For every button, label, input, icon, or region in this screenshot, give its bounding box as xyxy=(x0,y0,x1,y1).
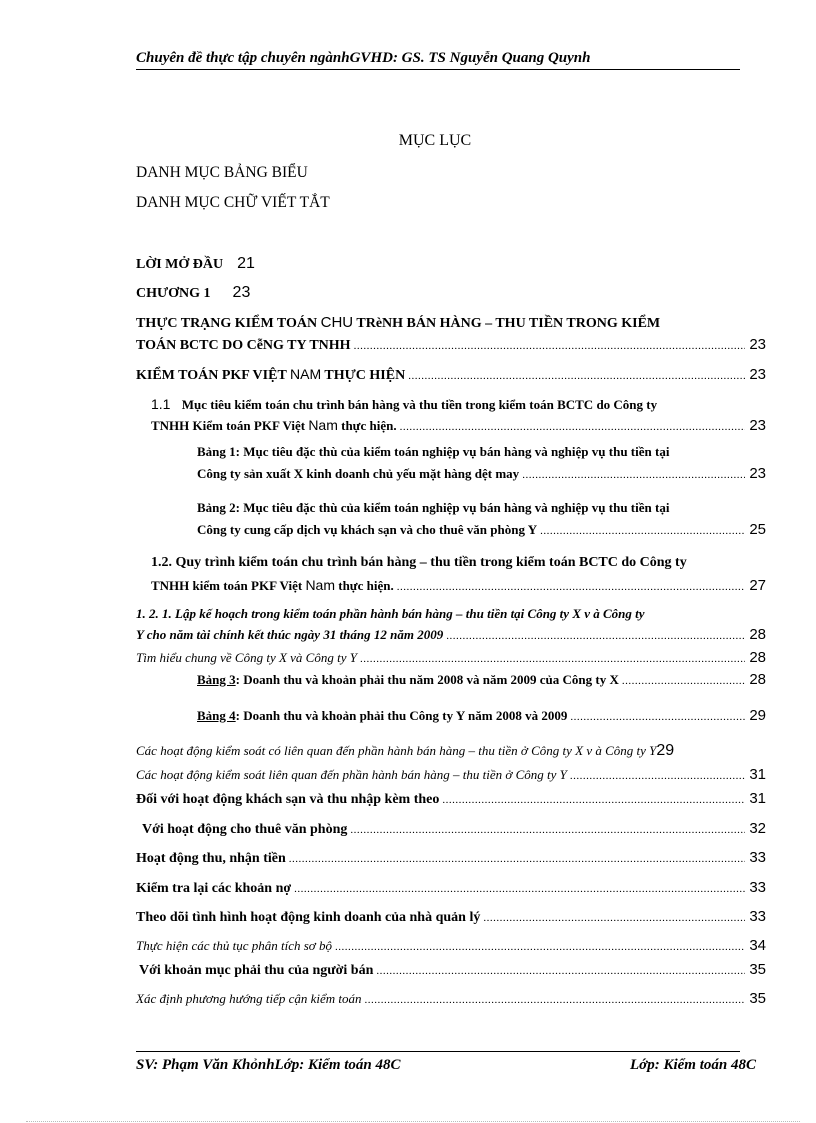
dot-leader xyxy=(335,941,745,953)
toc-entry-label: Đối với hoạt động khách sạn và thu nhập kèm theo xyxy=(136,792,440,807)
toc-entry-label: Bảng 2: Mục tiêu đặc thù của kiểm toán nghiệp vụ bán hàng và nghiệp vụ thu tiền tại xyxy=(197,500,670,515)
toc-entry-table-1-line2[interactable] xyxy=(197,465,766,482)
dot-leader xyxy=(540,525,745,537)
page-bottom-divider xyxy=(26,1121,800,1122)
toc-entry-label: Với khoản mục phải thu của người bán xyxy=(139,963,374,978)
dot-leader xyxy=(294,883,745,895)
toc-entry-label: Mục tiêu kiểm toán chu trình bán hàng và thu tiền trong kiểm toán BCTC do Công ty xyxy=(181,397,658,412)
page-header: Chuyên đề thực tập chuyên ngànhGVHD: GS. TS Nguyễn Quang Quynh xyxy=(136,50,740,70)
toc-entry-page: 35 xyxy=(749,961,766,978)
toc-entry-label: Bảng 1: Mục tiêu đặc thù của kiểm toán nghiệp vụ bán hàng và nghiệp vụ thu tiền tại xyxy=(197,444,670,459)
toc-entry-collections[interactable] xyxy=(136,849,766,867)
dot-leader xyxy=(365,994,746,1006)
toc-entry-1-2-line2[interactable] xyxy=(151,577,766,594)
toc-entry-label: Bảng 3: Doanh thu và khoản phải thu năm 2008 và năm 2009 của Công ty X xyxy=(197,672,619,687)
toc-entry-1-1[interactable] xyxy=(151,396,657,413)
dot-leader xyxy=(442,794,745,806)
dot-leader xyxy=(376,965,745,977)
toc-entry-label: Với hoạt động cho thuê văn phòng xyxy=(142,822,348,837)
toc-entry-page: 23 xyxy=(232,284,251,301)
toc-entry-label: TNHH kiểm toán PKF Việt Nam thực hiện. xyxy=(151,577,394,593)
toc-entry-page: 23 xyxy=(749,417,766,434)
footer-right: Lớp: Kiểm toán 48C xyxy=(630,1057,756,1073)
dot-leader xyxy=(354,340,746,352)
toc-entry-page: 29 xyxy=(656,742,675,759)
toc-entry-label: Bảng 4: Doanh thu và khoản phải thu Công ty Y năm 2008 và 2009 xyxy=(197,708,568,723)
footer-rule xyxy=(136,1051,740,1052)
footer-left: SV: Phạm Văn KhỏnhLớp: Kiểm toán 48C xyxy=(136,1057,401,1073)
toc-entry-preface[interactable] xyxy=(136,255,255,273)
toc-entry-page: 23 xyxy=(749,366,766,383)
toc-entry-label: Hoạt động thu, nhận tiền xyxy=(136,851,286,866)
toc-entry-overview[interactable] xyxy=(136,649,766,666)
dot-leader xyxy=(397,581,746,593)
toc-entry-label: Công ty cung cấp dịch vụ khách sạn và cho thuê văn phòng Y xyxy=(197,522,538,537)
toc-entry-analytics[interactable] xyxy=(136,937,766,954)
toc-entry-monitoring[interactable] xyxy=(136,908,766,926)
dot-leader xyxy=(622,675,745,687)
dot-leader xyxy=(570,711,745,723)
toc-entry-label: 1.2. Quy trình kiểm toán chu trình bán hàng – thu tiền trong kiểm toán BCTC do Công ty xyxy=(151,555,687,570)
toc-entry-label: Các hoạt động kiểm soát có liên quan đến phần hành bán hàng – thu tiền ở Công ty X v à Công ty Y xyxy=(136,743,657,758)
toc-entry-1-1-line2[interactable] xyxy=(151,417,766,434)
toc-entry-label: Xác định phương hướng tiếp cận kiểm toán xyxy=(136,991,362,1006)
dot-leader xyxy=(408,370,745,382)
toc-entry-label: Kiểm tra lại các khoản nợ xyxy=(136,881,292,896)
toc-entry-table-2-line2[interactable] xyxy=(197,521,766,538)
toc-entry-approach[interactable] xyxy=(136,990,766,1007)
toc-entry-page: 34 xyxy=(749,937,766,954)
toc-entry-debt-review[interactable] xyxy=(136,879,766,897)
toc-entry-label: CHƯƠNG 1 xyxy=(136,286,211,301)
toc-entry-label: Thực hiện các thủ tục phân tích sơ bộ xyxy=(136,938,332,953)
toc-entry-1-2-1[interactable] xyxy=(136,606,645,622)
toc-entry-page: 28 xyxy=(749,649,766,666)
toc-entry-page: 23 xyxy=(749,336,766,353)
toc-entry-controls-xy[interactable] xyxy=(136,742,674,760)
toc-entry-page: 23 xyxy=(749,465,766,482)
dot-leader xyxy=(289,853,746,865)
toc-entry-label-part: THỰC TRẠNG KIỂM TOÁN xyxy=(136,316,318,331)
toc-entry-label-part: CHU xyxy=(320,314,354,331)
toc-entry-label-part: TRèNH BÁN HÀNG – THU TIỀN TRONG KIỂM xyxy=(356,316,661,331)
toc-entry-table-4[interactable] xyxy=(197,707,766,724)
toc-entry-pkf[interactable] xyxy=(136,366,766,384)
dot-leader xyxy=(522,469,745,481)
toc-entry-hotel[interactable] xyxy=(136,790,766,808)
toc-entry-page: 21 xyxy=(237,255,255,272)
page-title: MỤC LỤC xyxy=(398,132,472,149)
toc-entry-office-rental[interactable] xyxy=(142,820,766,838)
list-of-tables-heading: DANH MỤC BẢNG BIỂU xyxy=(136,164,308,181)
toc-entry-label: TOÁN BCTC DO CễNG TY TNHH xyxy=(136,338,351,353)
toc-entry-label: TNHH Kiểm toán PKF Việt Nam thực hiện. xyxy=(151,417,397,433)
toc-entry-chapter-1-title[interactable] xyxy=(136,314,660,332)
toc-entry-page: 29 xyxy=(749,707,766,724)
toc-entry-label: Công ty sản xuất X kinh doanh chủ yếu mặt hàng dệt may xyxy=(197,466,520,481)
toc-entry-page: 32 xyxy=(749,820,766,837)
dot-leader xyxy=(360,653,745,665)
toc-entry-table-2[interactable] xyxy=(197,500,669,516)
toc-entry-label: 1. 2. 1. Lập kế hoạch trong kiểm toán phần hành bán hàng – thu tiền tại Công ty X v à Công ty xyxy=(136,606,645,621)
dot-leader xyxy=(446,630,745,642)
toc-entry-1-2-1-line2[interactable] xyxy=(136,626,766,643)
dot-leader xyxy=(570,770,745,782)
toc-entry-page: 35 xyxy=(749,990,766,1007)
dot-leader xyxy=(400,421,746,433)
toc-entry-chapter-1[interactable] xyxy=(136,284,250,302)
toc-entry-page: 33 xyxy=(749,879,766,896)
toc-entry-label: Theo dõi tình hình hoạt động kinh doanh của nhà quản lý xyxy=(136,910,481,925)
toc-entry-chapter-1-title-line2[interactable] xyxy=(136,336,766,354)
toc-entry-page: 33 xyxy=(749,908,766,925)
toc-entry-label: Tìm hiểu chung về Công ty X và Công ty Y xyxy=(136,650,357,665)
toc-entry-table-3[interactable] xyxy=(197,671,766,688)
toc-entry-page: 31 xyxy=(749,790,766,807)
toc-entry-page: 27 xyxy=(749,577,766,594)
toc-entry-1-2[interactable] xyxy=(151,555,687,571)
toc-entry-label: LỜI MỞ ĐẦU xyxy=(136,257,224,272)
toc-entry-table-1[interactable] xyxy=(197,444,669,460)
toc-entry-label: KIỂM TOÁN PKF VIỆT NAM THỰC HIỆN xyxy=(136,366,406,383)
dot-leader xyxy=(483,912,745,924)
toc-entry-page: 28 xyxy=(749,626,766,643)
toc-entry-receivables[interactable] xyxy=(139,961,766,979)
dot-leader xyxy=(350,824,745,836)
toc-entry-controls-y[interactable] xyxy=(136,766,766,783)
toc-entry-page: 25 xyxy=(749,521,766,538)
section-number: 1.1 xyxy=(151,396,171,412)
toc-entry-label: Y cho năm tài chính kết thúc ngày 31 tháng 12 năm 2009 xyxy=(136,627,444,642)
toc-entry-page: 33 xyxy=(749,849,766,866)
list-of-abbreviations-heading: DANH MỤC CHỮ VIẾT TẮT xyxy=(136,194,330,211)
toc-entry-page: 31 xyxy=(749,766,766,783)
toc-entry-page: 28 xyxy=(749,671,766,688)
toc-entry-label: Các hoạt động kiểm soát liên quan đến phần hành bán hàng – thu tiền ở Công ty Y xyxy=(136,767,567,782)
